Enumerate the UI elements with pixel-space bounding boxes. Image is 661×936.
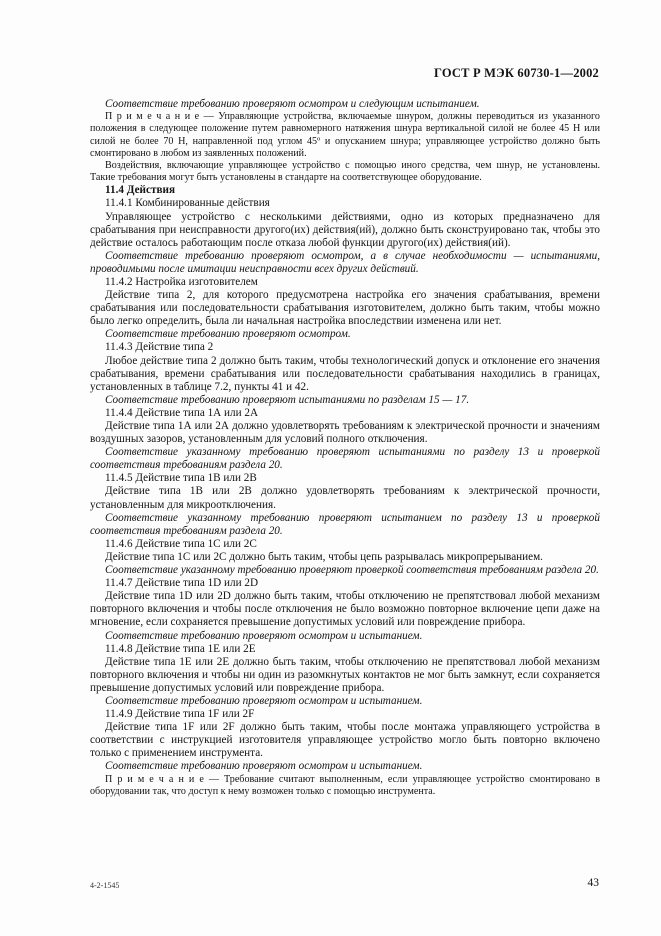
paragraph-text: Действие типа 1С или 2С должно быть таким, чтобы цепь разрывалась микропрерыванием. — [105, 550, 543, 563]
paragraph-text: Действие типа 1А или 2А должно удовлетворять требованиям к электрической прочности и значениям воздушных зазоров, установленным для условий полного отключения. — [90, 420, 600, 446]
subsection-heading — [90, 197, 600, 210]
subsection-heading — [90, 708, 600, 721]
subsection-heading — [90, 577, 600, 590]
paragraph-text: 11.4.7 Действие типа 1D или 2D — [105, 577, 259, 590]
body-paragraph — [90, 656, 600, 695]
page-header-standard-title: ГОСТ Р МЭК 60730-1—2002 — [434, 66, 599, 80]
compliance-paragraph — [90, 512, 600, 538]
paragraph-text: Действие типа 2, для которого предусмотрена настройка его значения срабатывания, времени срабатывания или последовательности срабатывания изготовителем, должно быть таким, чтобы можно было легко определить, была ли начальная настройка впоследствии изменена или нет. — [90, 289, 600, 328]
compliance-paragraph — [90, 760, 600, 773]
body-paragraph — [90, 721, 600, 760]
body-paragraph — [90, 551, 600, 564]
footer-print-code: 4-2-1545 — [90, 881, 120, 890]
note-paragraph — [90, 160, 600, 184]
paragraph-text: — Требование считают выполненным, если управляющее устройство смонтировано в оборудовании так, что доступ к нему возможен только с помощью инструмента. — [90, 773, 600, 797]
paragraph-text: Соответствие требованию проверяют осмотром, а в случае необходимости — испытаниями, проводимыми после имитации неисправности всех других действий. — [90, 249, 600, 275]
compliance-paragraph — [90, 446, 600, 472]
paragraph-text: Любое действие типа 2 должно быть таким, чтобы технологический допуск и отклонение его значения срабатывания, времени срабатывания или последовательности срабатывания находились в границах, установленных в таблице 7.2, пункты 41 и 42. — [90, 354, 600, 393]
note-paragraph — [90, 111, 600, 160]
body-paragraph — [90, 420, 600, 446]
compliance-paragraph — [90, 250, 600, 276]
subsection-heading — [90, 341, 600, 354]
paragraph-text: Соответствие указанному требованию проверяют испытанием по разделу 13 и проверкой соответствия требованиям раздела 20. — [90, 511, 600, 537]
paragraph-text: Действие типа 1B или 2B должно удовлетворять требованиям к электрической прочности, установленным для микроотключения. — [90, 485, 600, 511]
note-label: П р и м е ч а н и е — [105, 111, 200, 123]
compliance-paragraph — [90, 564, 600, 577]
paragraph-text: Соответствие требованию проверяют осмотром и испытанием. — [105, 760, 423, 773]
paragraph-text: Соответствие указанному требованию проверяют проверкой соответствия требованиям раздела 20. — [105, 564, 599, 577]
page-number: 43 — [587, 877, 599, 889]
paragraph-text: 11.4.5 Действие типа 1B или 2B — [105, 472, 257, 485]
paragraph-text: 11.4 Действия — [105, 184, 176, 197]
paragraph-text: Соответствие указанному требованию проверяют испытаниями по разделу 13 и проверкой соответствия требованиям раздела 20. — [90, 446, 600, 472]
body-paragraph — [90, 485, 600, 511]
paragraph-text: 11.4.8 Действие типа 1E или 2E — [105, 642, 256, 655]
subsection-heading — [90, 643, 600, 656]
note-label: П р и м е ч а н и е — [105, 773, 204, 785]
compliance-paragraph — [90, 98, 600, 111]
paragraph-text: — Управляющие устройства, включаемые шнуром, должны переводиться из указанного положения в следующее положение путем равномерного натяжения шнура вертикальной силой не более 45 Н или силой не более 70 Н, направленной под углом 45º и опусканием шнура; управляющее устройство должно быть смонтировано в любом из заявленных положений. — [90, 111, 600, 159]
compliance-paragraph — [90, 695, 600, 708]
body-paragraph — [90, 590, 600, 629]
body-paragraph — [90, 355, 600, 394]
subsection-heading — [90, 472, 600, 485]
paragraph-text: 11.4.4 Действие типа 1А или 2А — [105, 406, 259, 419]
subsection-heading — [90, 276, 600, 289]
paragraph-text: Действие типа 1D или 2D должно быть таким, чтобы отключению не препятствовал любой механизм повторного включения и чтобы после отключения не было возможно повторное включение цепи даже на мгновение, если сохраняется превышение допустимых условий или повреждение прибора. — [90, 590, 600, 629]
paragraph-text: Действие типа 1E или 2E должно быть таким, чтобы отключению не препятствовал любой механизм повторного включения и чтобы ни один из разомкнутых контактов не мог быть замкнут, если сохраняется превышение допустимых условий или повреждение прибора. — [90, 655, 600, 694]
paragraph-text: 11.4.6 Действие типа 1С или 2С — [105, 537, 257, 550]
paragraph-text: Соответствие требованию проверяют осмотром и испытанием. — [105, 629, 423, 642]
paragraph-text: Соответствие требованию проверяют осмотром и следующим испытанием. — [105, 98, 480, 110]
subsection-heading — [90, 538, 600, 551]
paragraph-text: Соответствие требованию проверяют испытаниями по разделам 15 — 17. — [105, 393, 470, 406]
paragraph-text: 11.4.2 Настройка изготовителем — [105, 275, 258, 288]
section-heading — [90, 184, 600, 197]
paragraph-text: Соответствие требованию проверяют осмотром и испытанием. — [105, 694, 423, 707]
paragraph-text: Воздействия, включающие управляющее устройство с помощью иного средства, чем шнур, не установлены. Такие требования могут быть установлены в стандарте на соответствующее оборудование. — [90, 159, 600, 184]
paragraph-text: Соответствие требованию проверяют осмотром. — [105, 328, 351, 341]
compliance-paragraph — [90, 394, 600, 407]
compliance-paragraph — [90, 328, 600, 341]
note-paragraph — [90, 774, 600, 798]
document-body — [90, 98, 600, 798]
paragraph-text: Управляющее устройство с несколькими действиями, одно из которых предназначено для срабатывания при неисправности другого(их) действия(ий), должно быть сконструировано так, чтобы это действие осталось работающим после отказа любой функции другого(их) действия(ий). — [90, 210, 600, 249]
paragraph-text: 11.4.3 Действие типа 2 — [105, 341, 214, 354]
subsection-heading — [90, 407, 600, 420]
body-paragraph — [90, 211, 600, 250]
compliance-paragraph — [90, 630, 600, 643]
paragraph-text: Действие типа 1F или 2F должно быть таким, чтобы после монтажа управляющего устройства в соответствии с инструкцией изготовителя управляющее устройство могло быть повторно включено только с применением инструмента. — [90, 721, 600, 760]
body-paragraph — [90, 289, 600, 328]
paragraph-text: 11.4.1 Комбинированные действия — [105, 197, 270, 210]
paragraph-text: 11.4.9 Действие типа 1F или 2F — [105, 708, 255, 721]
